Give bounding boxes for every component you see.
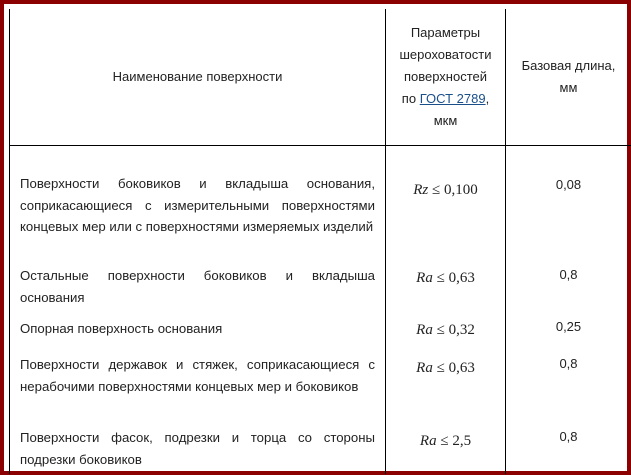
roughness-cell: Ra ≤ 0,63 [416, 360, 475, 376]
base-length-cell: 0,8 [559, 429, 578, 444]
header-gost-line: по ГОСТ 2789, [401, 91, 490, 106]
header-surface-name: Наименование поверхности [112, 69, 283, 84]
surface-cell: Поверхности боковиков и вкладыша основания, соприкасающиеся с измерительными поверхностями концевых мер или с поверхностями измеряемых изделий [20, 176, 375, 234]
surface-cell: Остальные поверхности боковиков и вкладыша основания [20, 268, 375, 305]
roughness-cell: Ra ≤ 0,32 [416, 322, 475, 338]
base-length-cell: 0,08 [555, 177, 582, 192]
roughness-table [9, 9, 631, 474]
roughness-cell: Ra ≤ 0,63 [416, 270, 475, 286]
surface-cell: Опорная поверхность основания [20, 321, 223, 336]
surface-cell: Поверхности фасок, подрезки и торца со стороны подрезки боковиков [20, 430, 375, 467]
base-length-cell: 0,8 [559, 356, 578, 371]
base-length-cell: 0,8 [559, 267, 578, 282]
roughness-cell: Ra ≤ 2,5 [419, 433, 472, 449]
base-length-cell: 0,25 [555, 319, 582, 334]
header-divider [10, 145, 631, 146]
roughness-cell: Rz ≤ 0,100 [413, 182, 478, 198]
surface-cell: Поверхности державок и стяжек, соприкасающиеся с нерабочими поверхностями концевых мер и боковиков [20, 357, 375, 394]
header-roughness-params: Параметры шероховатости поверхностей по ГОСТ 2789, мкм [399, 25, 492, 128]
header-base-length: Базовая длина, мм [521, 58, 616, 95]
gost-link[interactable]: ГОСТ 2789 [419, 91, 486, 106]
